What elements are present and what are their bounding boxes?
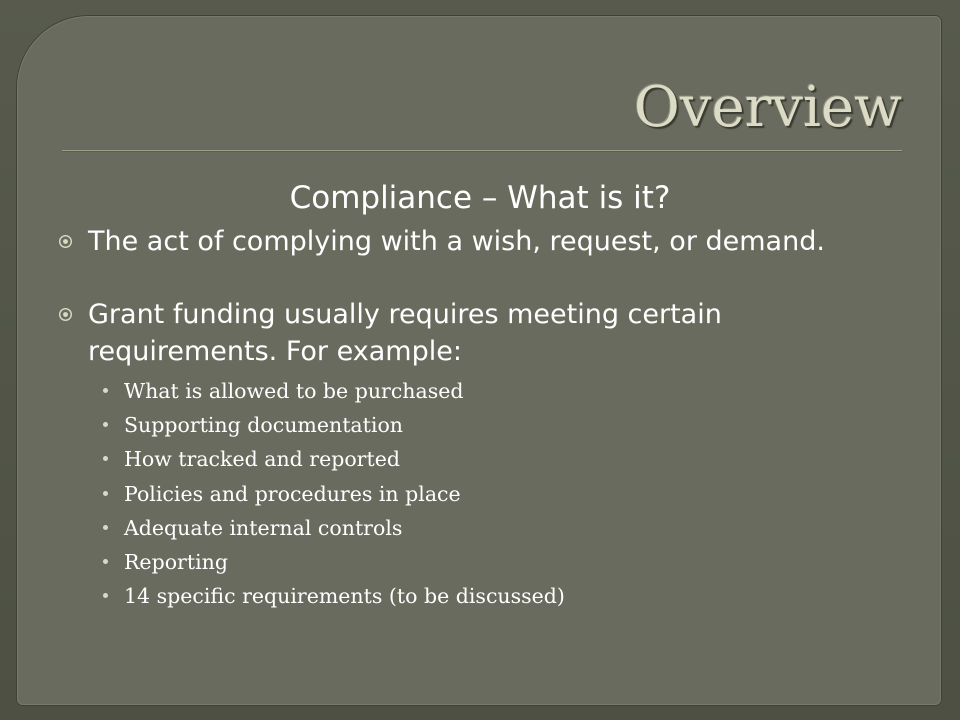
slide-title: Overview xyxy=(633,75,902,140)
sub-bullet-text: What is allowed to be purchased xyxy=(124,379,464,403)
sub-bullet-text: Policies and procedures in place xyxy=(124,481,461,506)
sub-bullet-list xyxy=(103,374,863,613)
bullet-item xyxy=(62,296,862,370)
bullet-text: The act of complying with a wish, request, or demand. xyxy=(88,226,825,257)
sub-bullet-item xyxy=(103,511,863,545)
bullet-item xyxy=(62,223,862,260)
sub-bullet-text: How tracked and reported xyxy=(124,447,400,472)
sub-bullet-item xyxy=(103,477,863,511)
sub-bullet-item xyxy=(103,374,863,408)
title-divider xyxy=(62,150,902,151)
small-dot-icon xyxy=(103,388,108,393)
sub-bullet-item xyxy=(103,408,863,442)
small-dot-icon xyxy=(103,559,108,564)
sub-bullet-item xyxy=(103,545,863,579)
small-dot-icon xyxy=(103,422,108,427)
sub-bullet-text: Reporting xyxy=(124,549,228,574)
bullet-text: Grant funding usually requires meeting certain requirements. For example: xyxy=(88,299,722,367)
sub-bullet-item xyxy=(103,579,863,613)
sub-bullet-item xyxy=(103,442,863,476)
small-dot-icon xyxy=(103,491,108,496)
sub-bullet-text: Adequate internal controls xyxy=(124,515,403,540)
small-dot-icon xyxy=(103,593,108,598)
circled-dot-icon xyxy=(58,307,73,322)
small-dot-icon xyxy=(103,525,108,530)
slide-heading: Compliance – What is it? xyxy=(289,180,671,216)
circled-dot-icon xyxy=(58,234,73,249)
sub-bullet-text: Supporting documentation xyxy=(124,413,403,438)
small-dot-icon xyxy=(103,456,108,461)
sub-bullet-text: 14 specific requirements (to be discussed) xyxy=(124,584,565,609)
